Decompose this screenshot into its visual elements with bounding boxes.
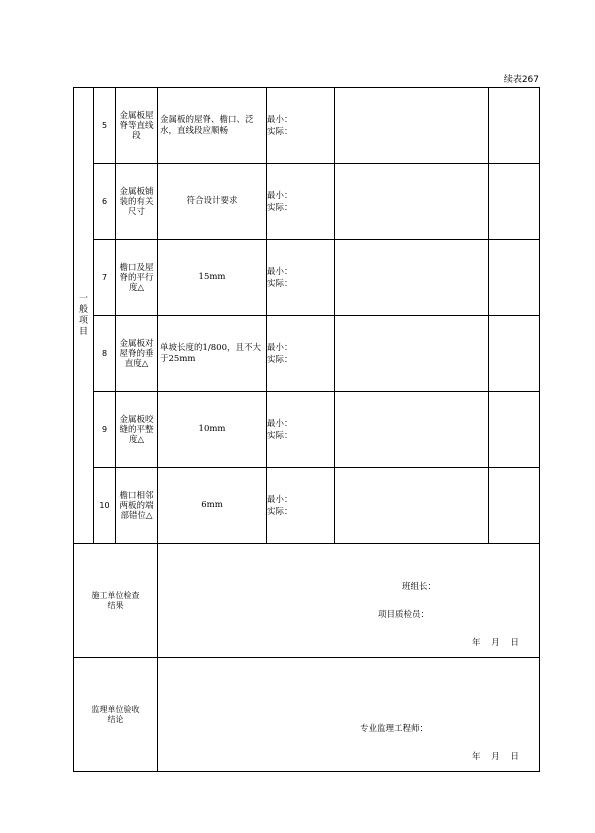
- table-row: [74, 164, 540, 240]
- min-label: 最小：: [267, 190, 293, 201]
- item-requirement: 单坡长度的1/800，且不大于25mm: [160, 342, 261, 364]
- min-label: 最小：: [267, 114, 293, 125]
- measurement-labels: [267, 316, 335, 392]
- table-row: [74, 468, 540, 544]
- min-label: 最小：: [267, 266, 293, 277]
- item-name: 金属板对屋脊的垂直度△: [119, 338, 154, 369]
- measurement-cell[interactable]: [335, 164, 489, 240]
- item-number: 7: [94, 240, 116, 316]
- supervision-conclusion-label: 监理单位验收结论: [91, 704, 140, 724]
- item-name: 檐口及屋脊的平行度△: [119, 262, 154, 293]
- supervision-conclusion-row: [74, 658, 540, 772]
- item-requirement-cell: [158, 316, 267, 392]
- actual-label: 实际：: [267, 430, 293, 441]
- construction-result-signature-cell[interactable]: [158, 544, 540, 658]
- item-requirement: 金属板的屋脊、檐口、泛水，直线段应顺畅: [160, 114, 254, 136]
- item-name: 檐口相邻两板的端部错位△: [119, 490, 154, 521]
- category-cell: [74, 88, 94, 544]
- remark-cell[interactable]: [489, 164, 540, 240]
- item-requirement-cell: [158, 164, 267, 240]
- actual-label: 实际：: [267, 278, 293, 289]
- min-label: 最小：: [267, 494, 293, 505]
- measurement-cell[interactable]: [335, 88, 489, 164]
- item-name-cell: [116, 88, 158, 164]
- item-number: 5: [94, 88, 116, 164]
- construction-date-label: 年 月 日: [472, 638, 519, 648]
- measurement-labels: [267, 392, 335, 468]
- measurement-labels: [267, 88, 335, 164]
- item-requirement: 10mm: [198, 424, 226, 434]
- remark-cell[interactable]: [489, 88, 540, 164]
- measurement-cell[interactable]: [335, 240, 489, 316]
- quality-inspector-label: 项目质检员：: [378, 610, 430, 620]
- item-requirement-cell: [158, 468, 267, 544]
- actual-label: 实际：: [267, 126, 293, 137]
- item-number: 6: [94, 164, 116, 240]
- remark-cell[interactable]: [489, 240, 540, 316]
- supervision-date-label: 年 月 日: [472, 752, 519, 762]
- table-row: [74, 316, 540, 392]
- category-label: 一般项目: [79, 293, 89, 337]
- item-requirement: 15mm: [198, 272, 226, 282]
- measurement-labels: [267, 164, 335, 240]
- item-name-cell: [116, 240, 158, 316]
- supervision-conclusion-signature-cell[interactable]: [158, 658, 540, 772]
- continuation-label: 续表267: [503, 75, 539, 85]
- item-name-cell: [116, 316, 158, 392]
- item-name-cell: [116, 468, 158, 544]
- item-name-cell: [116, 392, 158, 468]
- measurement-cell[interactable]: [335, 468, 489, 544]
- item-requirement-cell: [158, 240, 267, 316]
- item-number: 8: [94, 316, 116, 392]
- item-name: 金属板铺装的有关尺寸: [119, 186, 154, 217]
- measurement-cell[interactable]: [335, 316, 489, 392]
- remark-cell[interactable]: [489, 316, 540, 392]
- construction-result-label-cell: [74, 544, 158, 658]
- actual-label: 实际：: [267, 506, 293, 517]
- item-number: 10: [94, 468, 116, 544]
- construction-result-row: [74, 544, 540, 658]
- supervision-conclusion-label-cell: [74, 658, 158, 772]
- item-requirement-cell: [158, 88, 267, 164]
- item-requirement-cell: [158, 392, 267, 468]
- table-row: [74, 240, 540, 316]
- item-requirement: 6mm: [201, 500, 223, 510]
- item-name: 金属板屋脊等直线段: [119, 110, 154, 141]
- supervising-engineer-label: 专业监理工程师：: [360, 724, 429, 734]
- construction-result-label: 施工单位检查结果: [91, 590, 140, 610]
- min-label: 最小：: [267, 342, 293, 353]
- min-label: 最小：: [267, 418, 293, 429]
- team-leader-label: 班组长：: [402, 582, 437, 592]
- measurement-cell[interactable]: [335, 392, 489, 468]
- item-name-cell: [116, 164, 158, 240]
- inspection-form-table: [73, 87, 540, 772]
- measurement-labels: [267, 468, 335, 544]
- remark-cell[interactable]: [489, 468, 540, 544]
- item-requirement: 符合设计要求: [186, 196, 238, 206]
- item-name: 金属板咬缝的平整度△: [119, 414, 154, 445]
- remark-cell[interactable]: [489, 392, 540, 468]
- table-row: [74, 392, 540, 468]
- table-row: [74, 88, 540, 164]
- item-number: 9: [94, 392, 116, 468]
- actual-label: 实际：: [267, 354, 293, 365]
- measurement-labels: [267, 240, 335, 316]
- actual-label: 实际：: [267, 202, 293, 213]
